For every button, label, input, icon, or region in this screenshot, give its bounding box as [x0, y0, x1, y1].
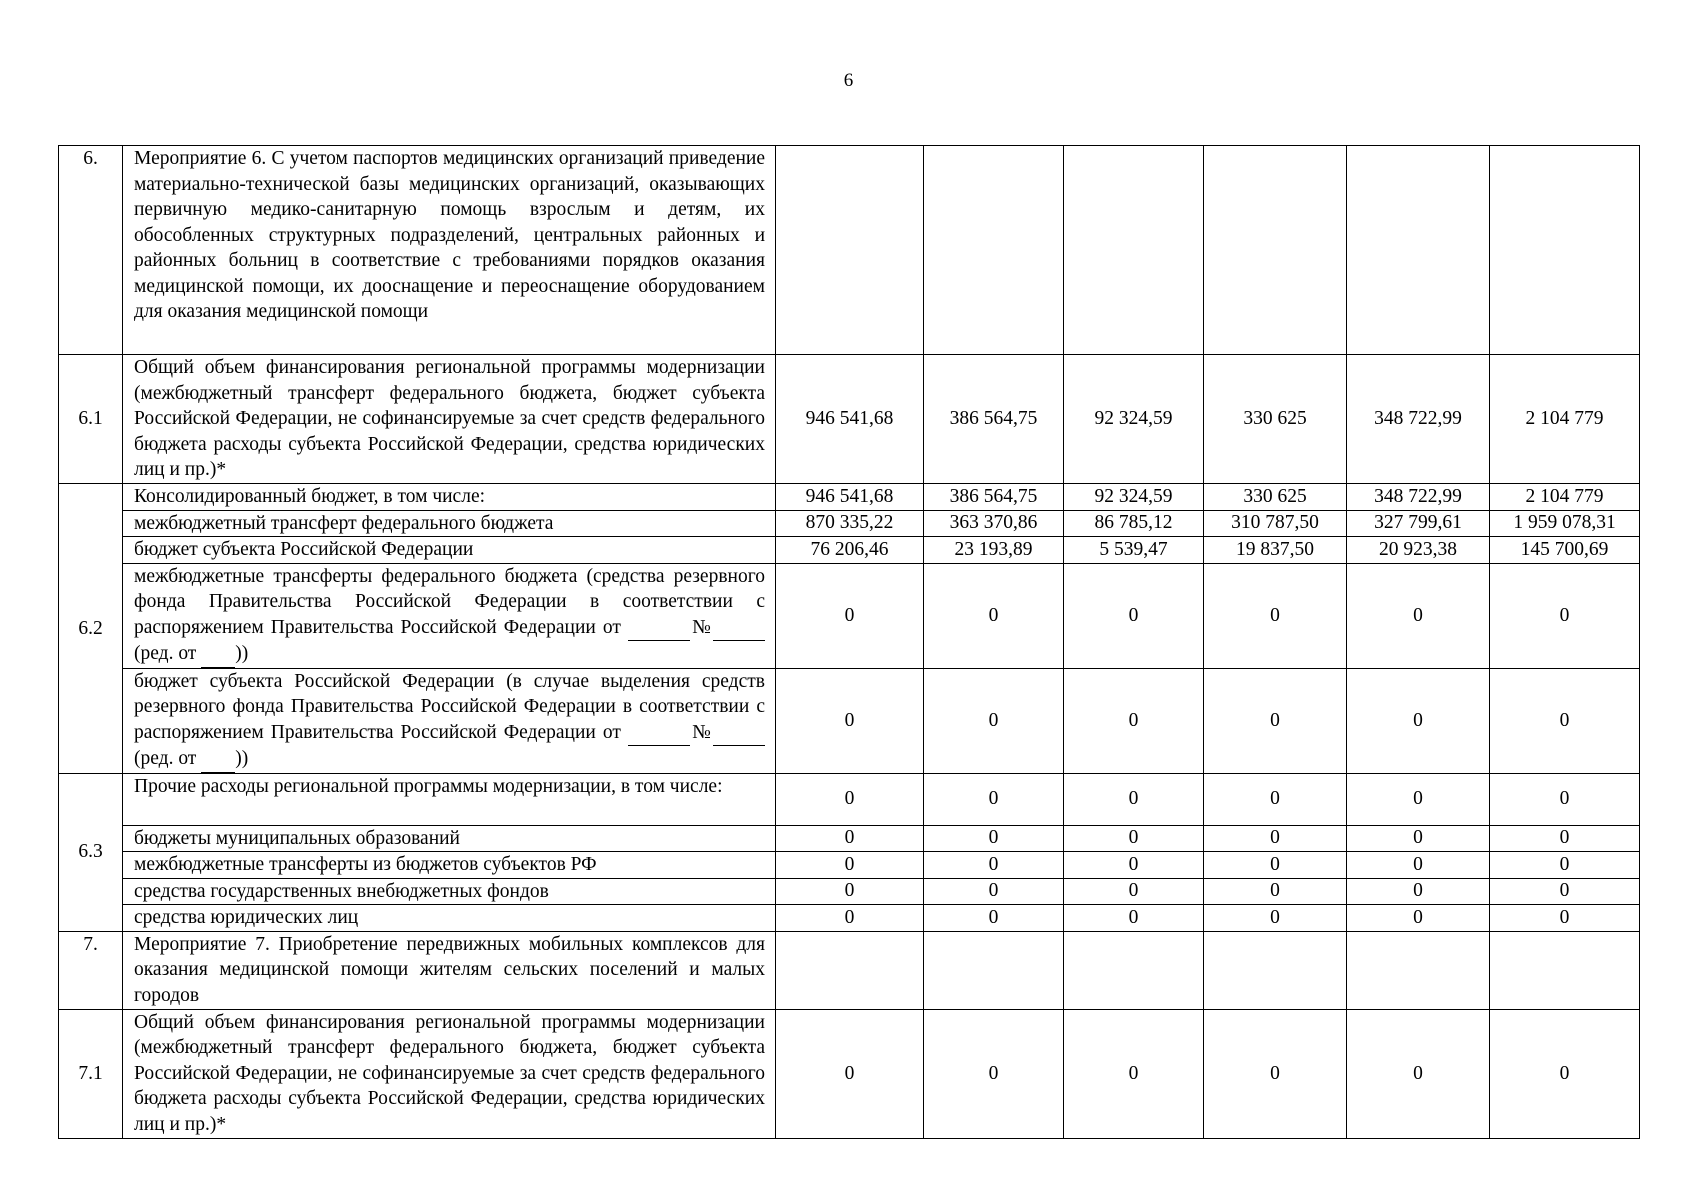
- value-cell: 310 787,50: [1204, 510, 1347, 537]
- value-cell: 330 625: [1204, 484, 1347, 511]
- value-cell: 0: [1490, 773, 1640, 825]
- value-cell: 327 799,61: [1347, 510, 1490, 537]
- value-cell: 0: [1064, 668, 1204, 773]
- value-cell: 946 541,68: [776, 484, 924, 511]
- value-cell: 0: [1490, 905, 1640, 932]
- value-cell: 0: [1347, 878, 1490, 905]
- table-row: [59, 905, 1640, 932]
- table-row: [59, 510, 1640, 537]
- row-number: 6.3: [59, 773, 123, 931]
- value-cell: 0: [1490, 852, 1640, 879]
- value-cell: 0: [1064, 905, 1204, 932]
- value-cell: 2 104 779: [1490, 355, 1640, 484]
- value-cell: 0: [924, 825, 1064, 852]
- value-cell: 386 564,75: [924, 355, 1064, 484]
- value-cell: 0: [924, 852, 1064, 879]
- value-cell: 0: [1347, 905, 1490, 932]
- value-cell: 0: [1204, 1009, 1347, 1138]
- table-row: [59, 668, 1640, 773]
- row-number: 7.: [59, 931, 123, 1009]
- row-number: 6.1: [59, 355, 123, 484]
- row-description: средства юридических лиц: [123, 905, 776, 932]
- value-cell: 23 193,89: [924, 537, 1064, 564]
- row-description: бюджеты муниципальных образований: [123, 825, 776, 852]
- edition-blank: [201, 746, 235, 773]
- date-blank: [628, 615, 690, 642]
- value-cell: 145 700,69: [1490, 537, 1640, 564]
- row-description: межбюджетные трансферты федерального бюджета (средства резервного фонда Правительства Российской Федерации в соответствии с распоряжением Правительства Российской Федерации от № (ред. от )): [123, 563, 776, 668]
- table-row: [59, 825, 1640, 852]
- value-cell: 0: [776, 905, 924, 932]
- value-cell: 0: [924, 773, 1064, 825]
- row-description: межбюджетные трансферты из бюджетов субъектов РФ: [123, 852, 776, 879]
- value-cell: 348 722,99: [1347, 355, 1490, 484]
- value-cell: 0: [924, 878, 1064, 905]
- row-description: Мероприятие 7. Приобретение передвижных мобильных комплексов для оказания медицинской помощи жителям сельских поселений и малых городов: [123, 931, 776, 1009]
- value-cell: 0: [1490, 668, 1640, 773]
- value-cell: 20 923,38: [1347, 537, 1490, 564]
- page-number: 6: [843, 70, 854, 91]
- value-cell: 363 370,86: [924, 510, 1064, 537]
- value-cell: 0: [776, 825, 924, 852]
- table-row: [59, 146, 1640, 355]
- table-row: [59, 1009, 1640, 1138]
- row-description: межбюджетный трансферт федерального бюджета: [123, 510, 776, 537]
- value-cell: 348 722,99: [1347, 484, 1490, 511]
- value-cell: 0: [776, 773, 924, 825]
- value-cell: 1 959 078,31: [1490, 510, 1640, 537]
- row-description: Мероприятие 6. С учетом паспортов медицинских организаций приведение материально-технической базы медицинских организаций, оказывающих первичную медико-санитарную помощь взрослым и детям, их обособленных структурных подразделений, центральных районных и районных больниц в соответствие с требованиями порядков оказания медицинской помощи, их дооснащение и переоснащение оборудованием для оказания медицинской помощи: [123, 146, 776, 355]
- value-cell: 86 785,12: [1064, 510, 1204, 537]
- value-cell: 0: [1204, 878, 1347, 905]
- row-description: средства государственных внебюджетных фондов: [123, 878, 776, 905]
- value-cell: 0: [1204, 905, 1347, 932]
- value-cell: 0: [924, 1009, 1064, 1138]
- value-cell: 0: [1204, 773, 1347, 825]
- row-number: 6.: [59, 146, 123, 355]
- value-cell: 0: [1064, 563, 1204, 668]
- table-row: [59, 484, 1640, 511]
- value-cell: 5 539,47: [1064, 537, 1204, 564]
- value-cell: 0: [1064, 852, 1204, 879]
- value-cell: 19 837,50: [1204, 537, 1347, 564]
- value-cell: 0: [1064, 878, 1204, 905]
- value-cell: 0: [1490, 825, 1640, 852]
- edition-blank: [201, 641, 235, 668]
- table-row: [59, 537, 1640, 564]
- value-cell: 0: [776, 1009, 924, 1138]
- value-cell: 0: [924, 668, 1064, 773]
- funding-table: [58, 145, 1640, 1139]
- value-cell: 0: [776, 563, 924, 668]
- value-cell: 0: [1204, 852, 1347, 879]
- table-row: [59, 355, 1640, 484]
- value-cell: 0: [776, 878, 924, 905]
- value-cell: 92 324,59: [1064, 484, 1204, 511]
- value-cell: 0: [1204, 668, 1347, 773]
- row-number: 6.2: [59, 484, 123, 774]
- value-cell: 0: [1347, 563, 1490, 668]
- value-cell: 0: [1347, 773, 1490, 825]
- row-description: бюджет субъекта Российской Федерации: [123, 537, 776, 564]
- value-cell: 76 206,46: [776, 537, 924, 564]
- value-cell: 0: [1490, 563, 1640, 668]
- value-cell: 0: [1347, 852, 1490, 879]
- value-cell: 870 335,22: [776, 510, 924, 537]
- value-cell: 0: [1204, 563, 1347, 668]
- value-cell: 0: [1490, 1009, 1640, 1138]
- row-description: Общий объем финансирования региональной программы модернизации (межбюджетный трансферт федерального бюджета, бюджет субъекта Российской Федерации, не софинансируемые за счет средств федерального бюджета расходы субъекта Российской Федерации, средства юридических лиц и пр.)*: [123, 355, 776, 484]
- value-cell: 0: [1490, 878, 1640, 905]
- value-cell: 0: [776, 668, 924, 773]
- table-row: [59, 931, 1640, 1009]
- value-cell: 2 104 779: [1490, 484, 1640, 511]
- value-cell: 946 541,68: [776, 355, 924, 484]
- row-description: Общий объем финансирования региональной программы модернизации (межбюджетный трансферт федерального бюджета, бюджет субъекта Российской Федерации, не софинансируемые за счет средств федерального бюджета расходы субъекта Российской Федерации, средства юридических лиц и пр.)*: [123, 1009, 776, 1138]
- row-description: бюджет субъекта Российской Федерации (в случае выделения средств резервного фонда Правительства Российской Федерации в соответствии с распоряжением Правительства Российской Федерации от № (ред. от )): [123, 668, 776, 773]
- value-cell: 0: [1064, 825, 1204, 852]
- row-description: Консолидированный бюджет, в том числе:: [123, 484, 776, 511]
- value-cell: 0: [1347, 1009, 1490, 1138]
- value-cell: 0: [1064, 773, 1204, 825]
- value-cell: 0: [924, 905, 1064, 932]
- table-row: [59, 852, 1640, 879]
- value-cell: 0: [1064, 1009, 1204, 1138]
- table-row: [59, 773, 1640, 825]
- table-row: [59, 563, 1640, 668]
- value-cell: 386 564,75: [924, 484, 1064, 511]
- row-description: Прочие расходы региональной программы модернизации, в том числе:: [123, 773, 776, 825]
- number-blank: [713, 615, 765, 642]
- row-number: 7.1: [59, 1009, 123, 1138]
- value-cell: 0: [1204, 825, 1347, 852]
- value-cell: 330 625: [1204, 355, 1347, 484]
- value-cell: 0: [924, 563, 1064, 668]
- value-cell: 0: [1347, 668, 1490, 773]
- value-cell: 92 324,59: [1064, 355, 1204, 484]
- date-blank: [628, 720, 690, 747]
- value-cell: 0: [1347, 825, 1490, 852]
- number-blank: [713, 720, 765, 747]
- table-row: [59, 878, 1640, 905]
- value-cell: 0: [776, 852, 924, 879]
